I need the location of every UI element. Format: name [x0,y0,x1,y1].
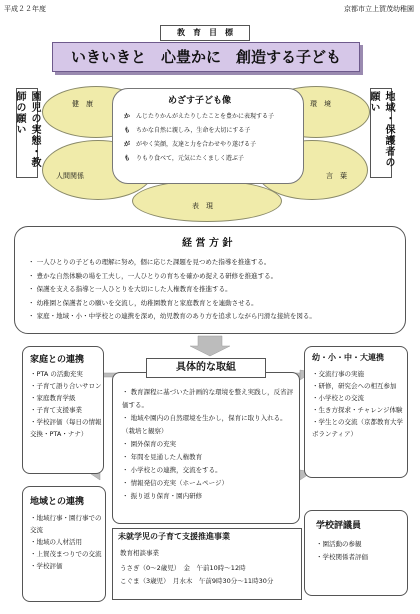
concrete-item: ・ 地域や園内の自然環境を生かし，保育に取り入れる。（栽培と観察） [122,414,287,435]
right-side-text: 地域・保護者の願い [368,91,394,168]
school-link-item: ・学生との交流（京都教育大学ボランティア） [312,418,403,438]
policy-item: ・ 保護を支える指導と一人ひとりを大切にした人権教育を推進する。 [28,285,232,293]
domain-health: 健 康 [72,100,93,108]
council-item: ・学校関係者評価 [316,553,368,561]
support-row: うさぎ（0～2歳児） 金 午前10時～12時 [120,564,246,572]
policy-item: ・ 一人ひとりの子どもの理解に努め，個に応じた課題を見つめた指導を推進する。 [28,258,271,266]
ideal-child-item: か んじたりかんがえたりしたことを豊かに表現する子 [124,113,275,120]
concrete-item: ・ 情報発信の充実（ホームページ） [122,479,228,487]
school-link-item: ・小学校との交流 [312,394,364,402]
school-link-item: ・交流行事の実施 [312,370,364,378]
council-item: ・園活動の参観 [316,540,362,548]
policy-item: ・ 幼稚園と保護者との願いを交流し，幼稚園教育と家庭教育とを連動させる。 [28,298,258,307]
concrete-item: ・ 振り返り保育・園内研修 [122,492,203,500]
support-row: こぐま（3歳児） 月水木 午前9時30分～11時30分 [120,577,274,585]
school-link-item: ・生き方探求・チャレンジ体験 [312,406,403,414]
home-link-item: ・子育て語り合いサロン [30,382,102,390]
policy-item: ・ 家庭・地域・小・中学校との連携を深め，幼児教育のあり方を追求しながら円滑な接続を図る。 [28,312,316,320]
support-schedule [120,562,300,588]
community-list [30,512,104,572]
ideal-child-title: めざす子ども像 [168,96,232,106]
home-link-item: ・学校評価（毎日の情報交換・PTA・ナナ） [30,418,102,438]
council-list [316,538,404,564]
domain-environment: 環 境 [310,100,331,108]
community-item: ・学校評価 [30,562,63,570]
home-link-title: 家庭との連携 [30,355,85,365]
ideal-child-item: も ちかな自然に親しみ，生命を大切にする子 [124,127,251,134]
left-side-text: 園児の実態・教師の願い [14,91,40,168]
concrete-item: ・ 教育課程に基づいた計画的な環境を整え実践し，反省評価する。 [122,388,294,409]
school-link-item: ・研修，研究会への相互参加 [312,382,397,390]
school-name: 京都市立上賀茂幼稚園 [344,5,414,13]
concrete-item: ・ 年間を見通した人権教育 [122,453,203,461]
home-link-item: ・家庭教育学級 [30,394,76,402]
goal-label: 教 育 目 標 [160,25,250,41]
community-item: ・地域の人材活用 [30,538,82,546]
community-title: 地域との連携 [30,497,85,507]
fiscal-year: 平成２２年度 [4,5,46,13]
home-link-item: ・子育て支援事業 [30,406,82,414]
ideal-child-item: も りもり食べて，元気にたくましく遊ぶ子 [124,155,244,162]
policy-title: 経 営 方 針 [182,238,233,249]
council-title: 学校評議員 [316,521,362,531]
concrete-item: ・ 園外保育の充実 [122,440,177,448]
community-item: ・上賀茂まつりでの交流 [30,550,102,558]
home-link-item: ・PTA の活動充実 [30,370,83,378]
concrete-title: 具体的な取組 [146,358,266,378]
community-item: ・地域行事・園行事での交流 [30,514,102,534]
home-link-list [30,368,102,440]
ideal-child-item: が がやく笑顔，友達と力を合わせやり遂げる子 [124,141,257,148]
school-link-list [312,368,404,440]
domain-relations: 人間関係 [56,172,84,180]
concrete-list [122,386,294,503]
policy-item: ・ 豊かな自然体験の場を工夫し，一人ひとりの育ちを確かめ捉える研修を推進する。 [28,271,278,280]
domain-expression: 表 現 [192,202,213,210]
support-title: 未就学児の子育て支援推進事業 [118,532,230,541]
support-subtitle: 教育相談事業 [120,549,159,557]
school-link-title: 幼・小・中・大連携 [312,353,384,362]
domain-language: 言 葉 [326,172,347,180]
goal-banner: いきいきと 心豊かに 創造する子ども [52,42,360,72]
concrete-item: ・ 小学校との連携，交流をする。 [122,466,222,474]
